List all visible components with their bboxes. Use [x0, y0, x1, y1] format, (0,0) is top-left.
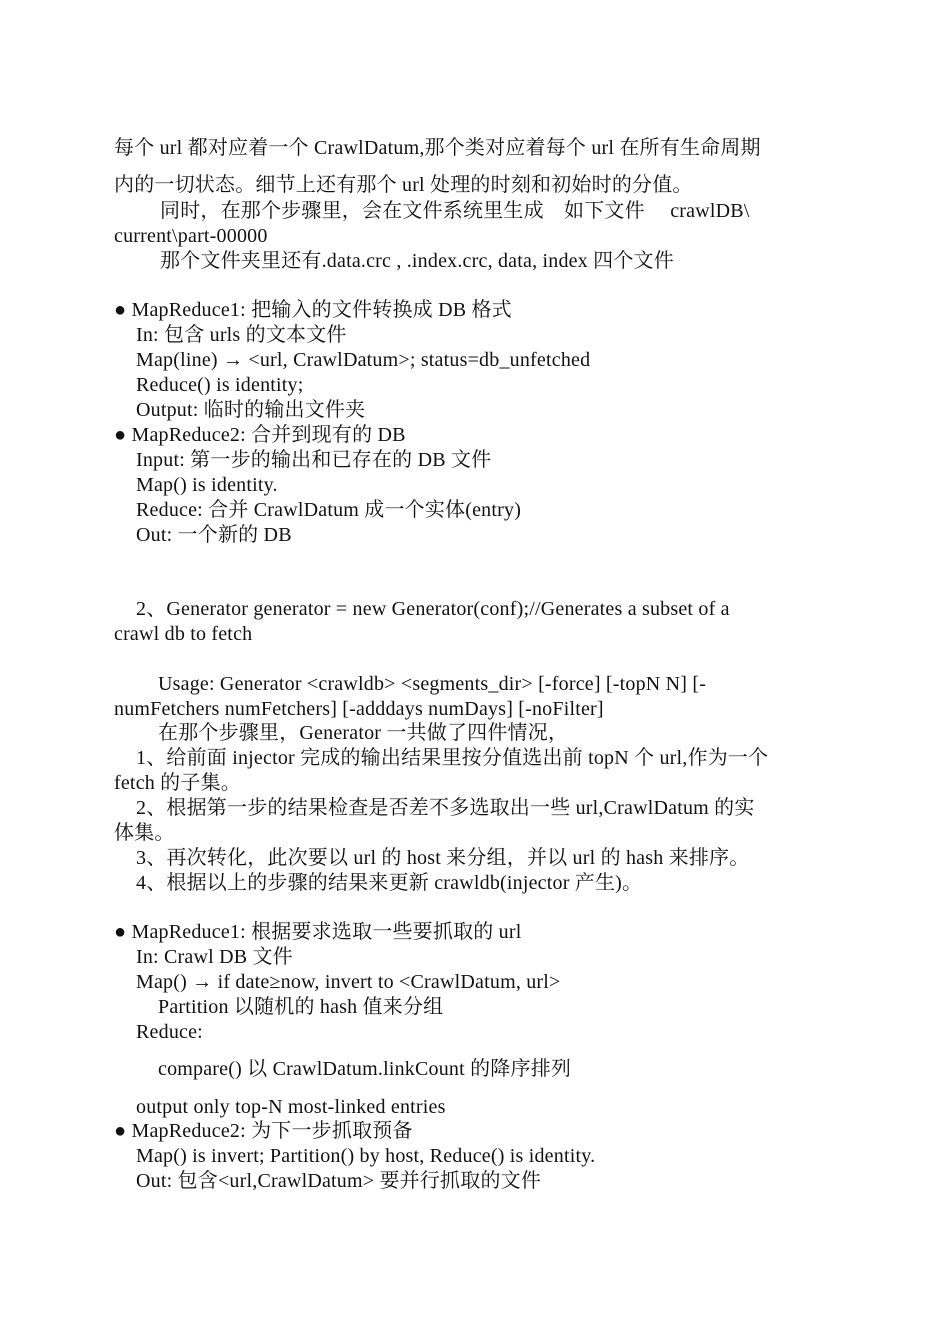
bullet-mapreduce1-inject: ● MapReduce1: 把输入的文件转换成 DB 格式	[114, 299, 512, 321]
text-line-3: 同时，在那个步骤里，会在文件系统里生成 如下文件 crawlDB\	[160, 200, 750, 222]
text-line-1: 每个 url 都对应着一个 CrawlDatum,那个类对应着每个 url 在所有生命周期	[114, 137, 761, 159]
section-generator-heading: 2、Generator generator = new Generator(conf);//Generates a subset of a	[136, 598, 730, 620]
bullet-mapreduce2-prepare: ● MapReduce2: 为下一步抓取预备	[114, 1120, 413, 1142]
step-2-line-1: 2、根据第一步的结果检查是否差不多选取出一些 url,CrawlDatum 的实	[136, 797, 755, 819]
text-line-20: 在那个步骤里，Generator 一共做了四件情况，	[158, 722, 569, 744]
text-line-7: In: 包含 urls 的文本文件	[136, 324, 347, 346]
text-line-31: Reduce:	[136, 1021, 203, 1043]
text-line-5: 那个文件夹里还有.data.crc , .index.crc, data, index 四个文件	[160, 250, 674, 272]
step-4-line: 4、根据以上的步骤的结果来更新 crawldb(injector 产生)。	[136, 872, 643, 894]
text-line-33: output only top-N most-linked entries	[136, 1096, 446, 1118]
text-line-8: Map(line) → <url, CrawlDatum>; status=db_unfetched	[136, 349, 591, 371]
text-line-9: Reduce() is identity;	[136, 374, 304, 396]
text-line-4: current\part-00000	[114, 225, 268, 247]
text-line-2: 内的一切状态。细节上还有那个 url 处理的时刻和初始时的分值。	[114, 174, 693, 196]
text-line-14: Reduce: 合并 CrawlDatum 成一个实体(entry)	[136, 499, 522, 521]
text-line-35: Map() is invert; Partition() by host, Reduce() is identity.	[136, 1145, 596, 1167]
usage-line-2: numFetchers numFetchers] [-adddays numDays] [-noFilter]	[114, 698, 604, 720]
text-line-10: Output: 临时的输出文件夹	[136, 399, 366, 421]
step-3-line: 3、再次转化，此次要以 url 的 host 来分组，并以 url 的 hash 来排序。	[136, 847, 750, 869]
text-line-15: Out: 一个新的 DB	[136, 524, 292, 546]
usage-line-1: Usage: Generator <crawldb> <segments_dir> [-force] [-topN N] [-	[158, 673, 707, 695]
text-line-29: Map() → if date≥now, invert to <CrawlDatum, url>	[136, 971, 561, 993]
text-line-32: compare() 以 CrawlDatum.linkCount 的降序排列	[158, 1058, 572, 1080]
bullet-mapreduce1-select: ● MapReduce1: 根据要求选取一些要抓取的 url	[114, 921, 522, 943]
text-line-17: crawl db to fetch	[114, 623, 253, 645]
text-line-28: In: Crawl DB 文件	[136, 946, 293, 968]
text-line-13: Map() is identity.	[136, 474, 278, 496]
text-line-36: Out: 包含<url,CrawlDatum> 要并行抓取的文件	[136, 1170, 542, 1192]
step-1-line-2: fetch 的子集。	[114, 772, 241, 794]
step-2-line-2: 体集。	[114, 822, 175, 844]
text-line-12: Input: 第一步的输出和已存在的 DB 文件	[136, 449, 492, 471]
step-1-line-1: 1、给前面 injector 完成的输出结果里按分值选出前 topN 个 url,作为一个	[136, 747, 769, 769]
bullet-mapreduce2-merge: ● MapReduce2: 合并到现有的 DB	[114, 424, 406, 446]
text-line-30: Partition 以随机的 hash 值来分组	[158, 996, 444, 1018]
